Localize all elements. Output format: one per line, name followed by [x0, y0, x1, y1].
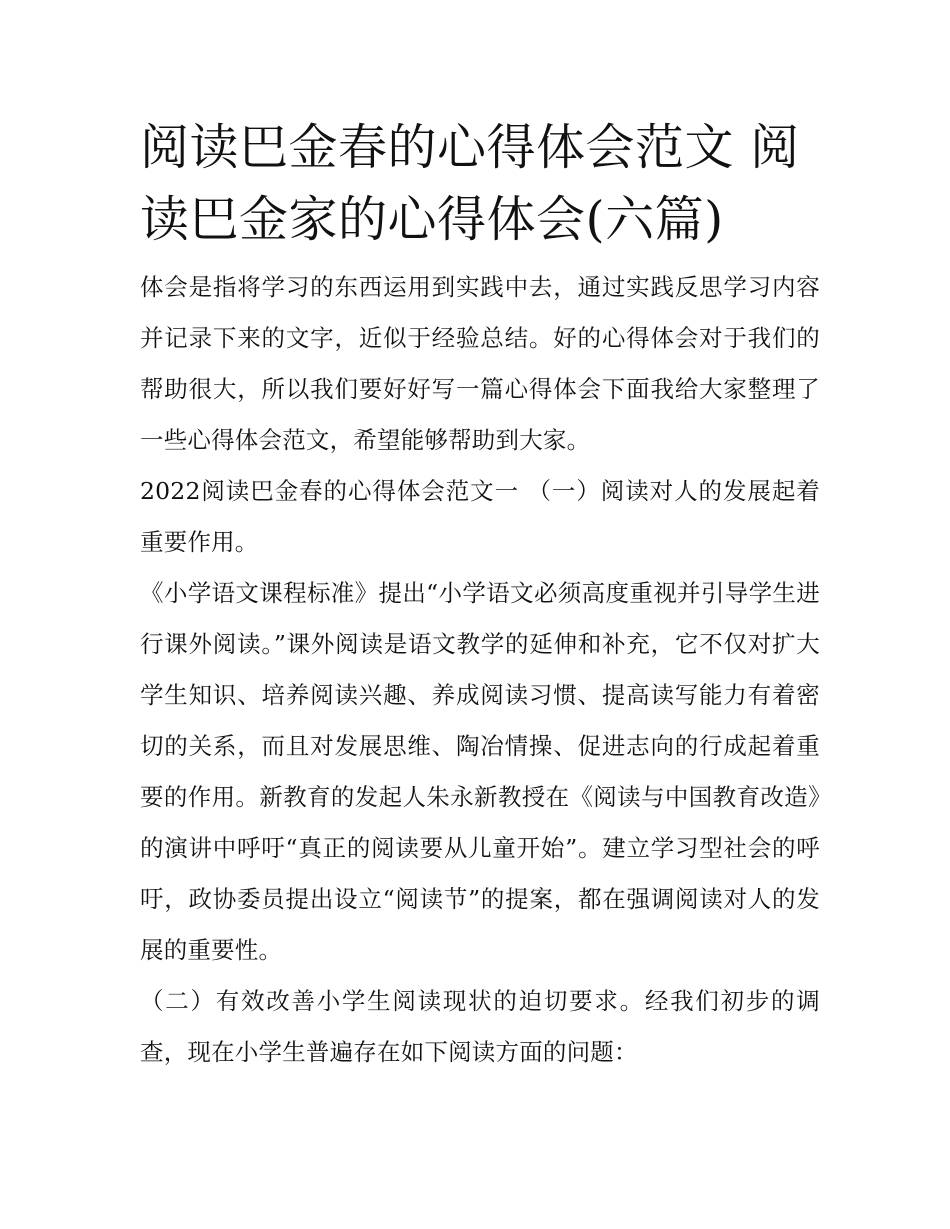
document-title: 阅读巴金春的心得体会范文 阅读巴金家的心得体会(六篇)	[140, 119, 800, 248]
paragraph-reading-status: （二）有效改善小学生阅读现状的迫切要求。经我们初步的调查，现在小学生普遍存在如下阅读方面的问题：	[140, 987, 820, 1066]
document-body	[140, 112, 820, 1078]
paragraph-section-heading: 2022阅读巴金春的心得体会范文一 （一）阅读对人的发展起着重要作用。	[140, 477, 820, 556]
paragraph-intro: 体会是指将学习的东西运用到实践中去，通过实践反思学习内容并记录下来的文字，近似于经验总结。好的心得体会对于我们的帮助很大，所以我们要好好写一篇心得体会下面我给大家整理了一些心得体会范文，希望能够帮助到大家。	[140, 273, 820, 454]
paragraph-curriculum-standard: 《小学语文课程标准》提出“小学语文必须高度重视并引导学生进行课外阅读。”课外阅读是语文教学的延伸和补充，它不仅对扩大学生知识、培养阅读兴趣、养成阅读习惯、提高读写能力有着密切的关系，而且对发展思维、陶冶情操、促进志向的行成起着重要的作用。新教育的发起人朱永新教授在《阅读与中国教育改造》的演讲中呼吁“真正的阅读要从儿童开始”。建立学习型社会的呼吁，政协委员提出设立“阅读节”的提案，都在强调阅读对人的发展的重要性。	[140, 579, 820, 964]
